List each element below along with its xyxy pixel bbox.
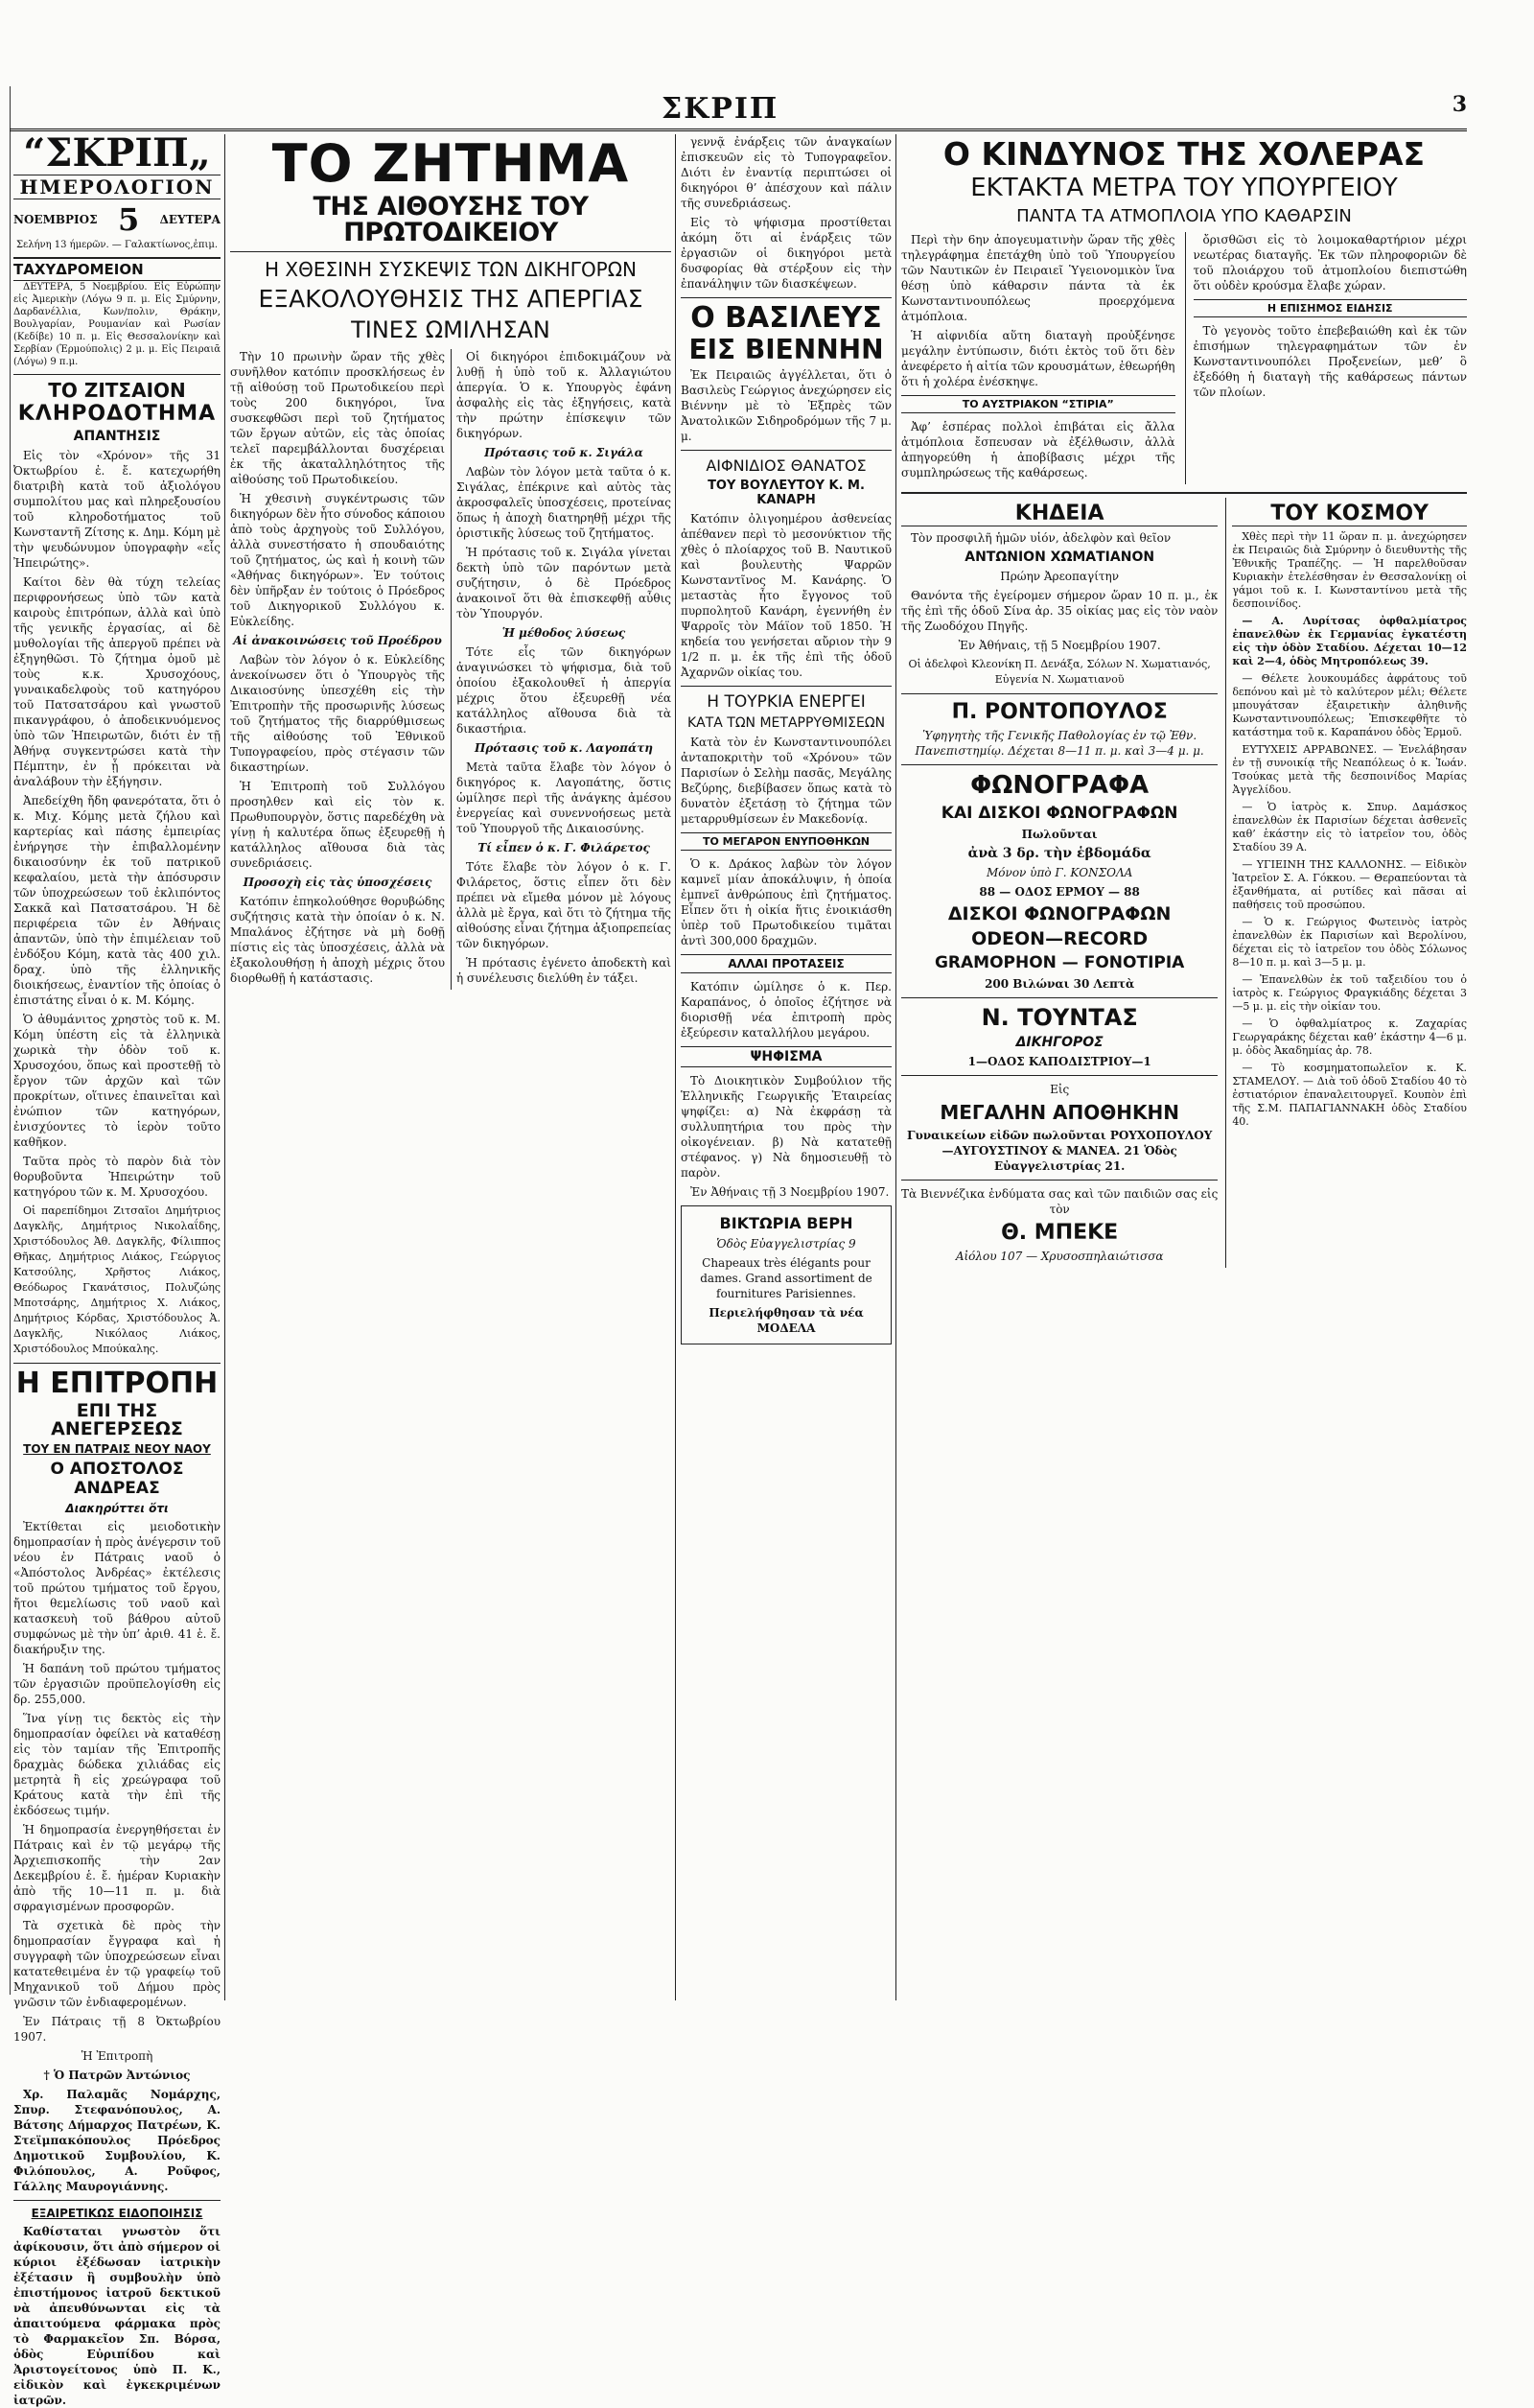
- society-item: — Θέλετε λουκουμάδες ἀφράτους τοῦ δεπόνου καὶ μὲ τὸ καλύτερον μέλι; Θέλετε μπουγάτσαν ἐξαιρετικὴν ἀληθινῆς Κωνσταντινουπόλεως; Ἐπισκεφθῆτε τὸ κατάστημα τοῦ κ. Καραπάνου ὁδὸς Ἑρμοῦ.: [1232, 672, 1467, 738]
- article-paragraph: Τὴν 10 πρωινὴν ὥραν τῆς χθὲς συνῆλθον κατόπιν προσκλήσεως ἐν τῇ αἰθούσῃ τοῦ Πρωτοδικείου περὶ τοὺς 200 δικηγόροι, ἵνα συσκεφθῶσι περὶ τοῦ ζητήματος τῶν ἔργων αὐτῶν, εἰς τὰς ὁποίας τελεῖ παρεμβάλλονται δυσχέρειαι ἐκ τῆς ἀκαταλληλότητος τῆς αἰθούσης τοῦ Πρωτοδικείου.: [230, 350, 445, 486]
- phonograph-title: ΦΩΝΟΓΡΑΦΑ: [970, 771, 1150, 800]
- phonograph-title-2: ΚΑΙ ΔΙΣΚΟΙ ΦΩΝΟΓΡΑΦΩΝ: [941, 804, 1178, 823]
- committee-title: Η ΕΠΙΤΡΟΠΗ: [15, 1367, 219, 1400]
- turkey-headline: Η ΤΟΥΡΚΙΑ ΕΝΕΡΓΕΙ: [707, 692, 866, 712]
- zitsaion-subtitle: ΑΠΑΝΤΗΣΙΣ: [73, 429, 161, 444]
- article-paragraph: Ἡ χθεσινὴ συγκέντρωσις τῶν δικηγόρων δὲν ἦτο σύνοδος κάποιου ἀπὸ τοὺς ἀρχηγοὺς τοῦ Συλλόγου, ἀλλὰ συνεστήσατο ἡ σπουδαιότης τοῦ ζητήματος, ὡς καὶ ἡ κοινὴ τῶν «Ἀθήνας δικηγόρων». Ἐν τούτοις δὲν ὑπῆρξαν ἐν τούτοις ὁ Πρόεδρος τοῦ Δικηγορικοῦ Συλλόγου κ. Εὐκλείδης.: [230, 492, 445, 628]
- article-paragraph: Κατόπιν ἐπηκολούθησε θορυβώδης συζήτησις κατὰ τὴν ὁποίαν ὁ κ. Ν. Μπαλάνος ἐζήτησε νὰ μὴ δοθῇ πίστις εἰς τὰς ὑποσχέσεις, ἀλλὰ νὰ ἐξακολουθήσῃ ἡ ἀποχὴ μέχρις ὅτου διορθωθῇ ἡ κατάστασις.: [230, 895, 445, 985]
- article-subhead: Πρότασις τοῦ κ. Λαγοπάτη: [475, 741, 653, 755]
- separator: [901, 997, 1218, 998]
- ad-address: Ὁδὸς Εὐαγγελιστρίας 9: [716, 1237, 856, 1251]
- hall-heading: ΤΟ ΜΕΓΑΡΟΝ ΕΝΥΠΟΘΗΚΩΝ: [681, 832, 892, 851]
- separator: [901, 764, 1218, 765]
- main-headline-2: ΤΗΣ ΑΙΘΟΥΣΗΣ ΤΟΥ ΠΡΩΤΟΔΙΚΕΙΟΥ: [313, 192, 589, 247]
- article-paragraph: Ἀπεδείχθη ἤδη φανερότατα, ὅτι ὁ κ. Μιχ. Κόμης μετὰ ζήλου καὶ καρτερίας καὶ πάσης ἐμπειρίας ἐνήργησε τὴν ἐπιβαλλομένην δικαιοσύνην ἐκ τοῦ πατρικοῦ κεφαλαίου, μετὰ τὴν ἀπόσυρσιν τῶν ὑποχρεώσεων τοῦ ἐκλιπόντος Σακκᾶ καὶ Πατσατσάρου. Ἡ δὲ περιφέρεια τῶν ἐν Ἀθήναις ἀπαντῶν, ὑπὸ τὴν ἐπιμέλειαν τοῦ ἐνδόξου Κόμη, κατὰ τὰς 400 χιλ. δραχ. ὑπὸ τῆς ἐλληνικῆς διοικήσεως, ἐναντίον τῆς ὁποίας ὁ ἐπιστάτης εἶναι ὁ κ. Μ. Κόμης.: [13, 794, 221, 1007]
- article-paragraph: Ἡ αἰφνιδία αὕτη διαταγὴ προὐξένησε μεγάλην ἐντύπωσιν, διότι ἐκτὸς τοῦ ὅτι δὲν ἀνεφέρετο ἡ αἰτία τῶν κρουσμάτων, ἐθεωρήθη ὅτι ἡ χολέρα ἐνέσκηψε.: [901, 329, 1175, 388]
- funeral-date: Ἐν Ἀθήναις, τῇ 5 Νοεμβρίου 1907.: [958, 639, 1161, 652]
- ads-area: [901, 492, 1467, 1268]
- cholera-col-right: [1185, 232, 1468, 484]
- article-paragraph: Ἡ Ἐπιτροπὴ τοῦ Συλλόγου προσηλθεν καὶ εἰς τὸν κ. Πρωθυπουργὸν, ὅστις παρεδέχθη νὰ γίνῃ ἡ καλυτέρα ὅπως ἐξευρεθῇ ἡ κατάλληλος αἴθουσα διὰ τὰς συνεδριάσεις.: [230, 780, 445, 870]
- society-item: — Ὁ κ. Γεώργιος Φωτεινὸς ἰατρὸς ἐπανελθὼν ἐκ Παρισίων καὶ Βερολίνου, δέχεται εἰς τὸ ἰατρεῖον του ὁδὸς Σόλωνος 8—10 π. μ. καὶ 3—5 μ. μ.: [1232, 916, 1467, 969]
- page-margin-rule: [10, 86, 11, 1995]
- cholera-subheadline-2: ΠΑΝΤΑ ΤΑ ΑΤΜΟΠΛΟΙΑ ΥΠΟ ΚΑΘΑΡΣΙΝ: [1016, 206, 1352, 226]
- king-headline: Ο ΒΑΣΙΛΕΥΣ: [690, 301, 882, 335]
- subheadline: Η ΧΘΕΣΙΝΗ ΣΥΣΚΕΨΙΣ ΤΩΝ ΔΙΚΗΓΟΡΩΝ: [265, 258, 637, 281]
- committee-signature-bishop: † Ὁ Πατρῶν Ἀντώνιος: [43, 2069, 191, 2082]
- disks-brands-2: GRAMOPHON — FONOTIPIA: [934, 953, 1185, 972]
- store-pre: Εἰς: [1050, 1083, 1070, 1096]
- article-subhead: Ἡ μέθοδος λύσεως: [501, 626, 626, 640]
- separator: [13, 374, 221, 375]
- society-item: — Τὸ κοσμηματοπωλεῖον κ. Κ. ΣΤΑΜΕΛΟΥ. — Διὰ τοῦ ὁδοῦ Σταδίου 40 τὸ ἐστιατόριον ἐπαναλειτουργεῖ. Κουπὸν ἐπὶ τῆς Σ.Μ. ΠΑΠΑΓΙΑΝΝΑΚΗ ὁδὸς Σταδίου 40.: [1232, 1062, 1467, 1128]
- cholera-headline: Ο ΚΙΝΔΥΝΟΣ ΤΗΣ ΧΟΛΕΡΑΣ: [942, 135, 1426, 173]
- lawyer-address: 1—ΟΔΟΣ ΚΑΠΟΔΙΣΤΡΙΟΥ—1: [967, 1055, 1151, 1068]
- official-heading: Η ΕΠΙΣΗΜΟΣ ΕΙΔΗΣΙΣ: [1194, 299, 1468, 317]
- almanac-title: “ΣΚΡΙΠ„: [23, 130, 211, 175]
- article-paragraph: Ἀφ’ ἑσπέρας πολλοὶ ἐπιβάται εἰς ἄλλα ἀτμόπλοια ἔσπευσαν νὰ ἐξέλθωσιν, ἀλλὰ ἀπηγορεύθη ἡ ἀποβίβασις μέχρι τῆς συμπληρώσεως τῆς καθάρσεως.: [901, 420, 1175, 479]
- article-paragraph: Μετὰ ταῦτα ἔλαβε τὸν λόγον ὁ δικηγόρος κ. Λαγοπάτης, ὅστις ὡμίλησε περὶ τῆς ἀνάγκης ἀμέσου ἐνεργείας καὶ συνεννοήσεως μετὰ τοῦ Ὑπουργοῦ τῆς Δικαιοσύνης.: [456, 760, 671, 835]
- doctor-text: Ὑφηγητὴς τῆς Γενικῆς Παθολογίας ἐν τῷ Ἐθν. Πανεπιστημίῳ. Δέχεται 8—11 π. μ. καὶ 3—4 μ. μ.: [915, 729, 1204, 758]
- almanac-subtitle: ΗΜΕΡΟΛΟΓΙΟΝ: [13, 175, 221, 199]
- column-3: [681, 134, 892, 2000]
- lawyer-name: Ν. ΤΟΥΝΤΑΣ: [981, 1004, 1138, 1031]
- zitsaion-title-2: ΚΛΗΡΟΔΟΤΗΜΑ: [17, 402, 217, 426]
- society-item: ΕΥΤΥΧΕΙΣ ΑΡΡΑΒΩΝΕΣ. — Ἐνελάβησαν ἐν τῇ συνοικίᾳ τῆς Νεαπόλεως ὁ κ. Ἰωάν. Τσούκας μετὰ τῆς δεσποινίδος Μαρίας Ἀγγελίδου.: [1232, 743, 1467, 796]
- subheadline-3: ΤΙΝΕΣ ΩΜΙΛΗΣΑΝ: [351, 316, 550, 343]
- separator: [681, 297, 892, 298]
- column-4: [901, 134, 1467, 2000]
- column-1: [13, 130, 221, 2407]
- shoes-name: Θ. ΜΠΕΚΕ: [1001, 1221, 1119, 1245]
- weekday: ΔΕΥΤΕΡΑ: [159, 213, 221, 226]
- article-paragraph: Ἐκτίθεται εἰς μειοδοτικὴν δημοπρασίαν ἡ πρὸς ἀνέγερσιν τοῦ νέου ἐν Πάτραις ναοῦ ὁ «Ἀπόστολος Ἀνδρέας» ἐκτέλεσις τοῦ πρώτου τμήματος τοῦ ἔργου, ἤτοι θεμελίωσις τοῦ ναοῦ καὶ κατασκευὴ τοῦ βάθρου αὐτοῦ συμφώνως μὲ τὴν ὑπ’ ἀριθ. 41 ἑ. ἔ. διακήρυξιν της.: [13, 1520, 221, 1656]
- doctor-name: Π. ΡΟΝΤΟΠΟΥΛΟΣ: [951, 700, 1168, 724]
- committee-sub-3: Διακηρύττει ὅτι: [65, 1502, 169, 1515]
- store-title: ΜΕΓΑΛΗΝ ΑΠΟΘΗΚΗΝ: [940, 1101, 1179, 1124]
- ads-col-left: [901, 498, 1218, 1268]
- article-paragraph: γεννᾷ ἐνάρξεις τῶν ἀναγκαίων ἐπισκευῶν εἰς τὸ Τυπογραφεῖον. Διότι ἐν ἐναντίᾳ περιπτώσει οἱ δικηγόροι θ’ ἀπέσχουν καὶ πάλιν τῆς συνεδριάσεως.: [681, 135, 892, 210]
- ad-text: Chapeaux très élégants pour dames. Grand assortiment de fournitures Parisiennes.: [700, 1256, 872, 1300]
- article-paragraph: Λαβὼν τὸν λόγον ὁ κ. Εὐκλείδης ἀνεκοίνωσεν ὅτι ὁ Ὑπουργὸς τῆς Δικαιοσύνης ὑπεσχέθη εἰς τὴν Ἐπιτροπὴν τῆς προσωρινῆς λύσεως τοῦ ζητήματος τῆς διαρρύθμισεως τῆς αἰθούσης τοῦ Ἐθνικοῦ Τυπογραφείου, πρὸς στέγασιν τῶν δικαστηρίων.: [230, 653, 445, 774]
- masthead: [29, 92, 1467, 130]
- article-subhead: Πρότασις τοῦ κ. Σιγάλα: [484, 446, 643, 459]
- separator: [901, 693, 1218, 694]
- article-paragraph: Λαβὼν τὸν λόγον μετὰ ταῦτα ὁ κ. Σιγάλας, ἐπέκρινε καὶ αὐτὸς τὰς ἀκροσφαλεῖς ὑποσχέσεις, προτείνας ὅπως ἡ ἀποχὴ διατηρηθῇ μέχρι τῆς ὁριστικῆς λύσεως τοῦ ζητήματος.: [456, 465, 671, 540]
- society-item: Χθὲς περὶ τὴν 11 ὥραν π. μ. ἀνεχώρησεν ἐκ Πειραιῶς διὰ Σμύρνην ὁ διευθυντὴς τῆς Ἐθνικῆς Τραπέζης. — Ἡ παρελθοῦσαν Κυριακὴν ἐτελέσθησαν ἐν Θεσσαλονίκῃ οἱ γάμοι τοῦ κ. Ι. Κωνσταντίνου μετὰ τῆς δεσποινίδος.: [1232, 530, 1467, 610]
- column-rule: [675, 134, 676, 2000]
- cholera-subheadline: ΕΚΤΑΚΤΑ ΜΕΤΡΑ ΤΟΥ ΥΠΟΥΡΓΕΙΟΥ: [970, 174, 1398, 202]
- separator: [681, 450, 892, 451]
- column-2: [230, 134, 671, 2000]
- column-rule: [895, 134, 896, 2000]
- postal-heading: ΤΑΧΥΔΡΟΜΕΙΟΝ: [13, 257, 221, 281]
- phonograph-address: 88 — ΟΔΟΣ ΕΡΜΟΥ — 88: [979, 885, 1140, 899]
- article-paragraph: Τὰ σχετικὰ δὲ πρὸς τὴν δημοπρασίαν ἔγγραφα καὶ ἡ συγγραφὴ τῶν ὑποχρεώσεων εἶναι κατατεθειμένα ἐν τῷ γραφείῳ τοῦ Μηχανικοῦ τοῦ Δήμου πρὸς γνῶσιν τῶν ἐνδιαφερομένων.: [13, 1919, 221, 2009]
- newspaper-name: ΣΚΡΙΠ: [662, 92, 779, 126]
- death-headline-2: ΤΟΥ ΒΟΥΛΕΥΤΟΥ Κ. Μ. ΚΑΝΑΡΗ: [708, 479, 865, 507]
- article-subhead: Προσοχὴ εἰς τὰς ὑποσχέσεις: [243, 876, 432, 889]
- article-paragraph: Τότε ἔλαβε τὸν λόγον ὁ κ. Γ. Φιλάρετος, ὅστις εἶπεν ὅτι δὲν πρέπει νὰ εἴμεθα μόνον μὲ λόγους ἀλλὰ μὲ ἔργα, καὶ ὅτι τὸ ζήτημα τῆς αἰθούσης εἶναι ζήτημα ἀξιοπρεπείας τῶν δικηγόρων.: [456, 860, 671, 950]
- committee-sub: ΤΟΥ ΕΝ ΠΑΤΡΑΙΣ ΝΕΟΥ ΝΑΟΥ: [23, 1442, 211, 1456]
- phonograph-price: ἀνὰ 3 δρ. τὴν ἑβδομάδα: [967, 846, 1151, 861]
- society-item: — Α. Λυρίτσας ὀφθαλμίατρος ἐπανελθὼν ἐκ Γερμανίας ἐγκατέστη εἰς τὴν ὁδὸν Σταδίου. Δέχεται 10—12 καὶ 2—4, ὁδὸς Μητροπόλεως 39.: [1232, 615, 1467, 667]
- society-item: — ΥΓΙΕΙΝΗ ΤΗΣ ΚΑΛΛΟΝΗΣ. — Εἰδικὸν Ἰατρεῖον Σ. Α. Γόκκου. — Θεραπεύονται τὰ ἐξανθήματα, αἱ ρυτίδες καὶ πᾶσαι αἱ παθήσεις τοῦ προσώπου.: [1232, 858, 1467, 911]
- month: ΝΟΕΜΒΡΙΟΣ: [13, 213, 98, 226]
- committee-members: Χρ. Παλαμᾶς Νομάρχης, Σπυρ. Στεφανόπουλος, Α. Βάτσης Δήμαρχος Πατρέων, Κ. Στεϊμπακόπουλος Πρόεδρος Δημοτικοῦ Συμβουλίου, Κ. Φιλόπουλος, Α. Ροῦφος, Γάλλης Μαυρογιάννης.: [13, 2088, 221, 2193]
- day-number: 5: [117, 201, 140, 238]
- funeral-name: ΑΝΤΩΝΙΟΝ ΧΩΜΑΤΙΑΝΟΝ: [965, 549, 1155, 565]
- milliner-ad: [681, 1205, 892, 1344]
- article-paragraph: Καίτοι δὲν θὰ τύχη τελείας περιφρονήσεως ὑπὸ τῶν κατὰ καιροὺς ἐπιτρόπων, ἀλλὰ καὶ ὑπὸ τῆς γενικῆς ἐργασίας, αἱ δὲ μυθολογίαι τῆς ἀπεργοῦ πρέπει νὰ ἐξηγηθῶσι. Τὸ ζήτημα ὁμοῦ μὲ τοὺς κ.κ. Χρυσοχόους, γυναικαδελφοὺς τοῦ κατηγόρου τοῦ Πατσατσάρου καὶ γνωστοῦ πικανγράφου, ὁ ἀποδεικνυόμενος ὑπὸ τῶν Ἠπειρωτῶν, διότι ἐν τῇ Ἀθήνᾳ συγκεντρώσει κατὰ τὴν Πέμπτην, ἐν ᾗ πρόκειται νὰ ἀναλάβουν τὴν ἐξήγησιν.: [13, 575, 221, 788]
- committee-sub-2: Ο ΑΠΟΣΤΟΛΟΣ ΑΝΔΡΕΑΣ: [50, 1460, 184, 1498]
- article-body: [230, 349, 671, 990]
- separator: [13, 2200, 221, 2201]
- disks-price: 200 Βιλώναι 30 Λεπτὰ: [985, 977, 1135, 991]
- moon-line: Σελήνη 13 ήμερῶν. — Γαλακτίωνος,ἐπιμ.: [15, 240, 219, 250]
- resolution-date: Ἐν Ἀθήναις τῇ 3 Νοεμβρίου 1907.: [690, 1185, 890, 1199]
- separator: [230, 251, 671, 252]
- store-text: Γυναικείων εἰδῶν πωλοῦνται ΡΟΥΧΟΠΟΥΛΟΥ—ΑΥΓΟΥΣΤΙΝΟΥ & ΜΑΝΕΑ. 21 Ὁδὸς Εὐαγγελιστρίας 21.: [906, 1129, 1213, 1173]
- article-paragraph: Ἵνα γίνῃ τις δεκτὸς εἰς τὴν δημοπρασίαν ὀφείλει νὰ καταθέσῃ εἰς τὸν ταμίαν τῆς Ἐπιτροπῆς δραχμὰς δώδεκα χιλιάδας εἰς μετρητὰ ἢ εἰς χρεώγραφα τοῦ Κράτους κατὰ τὴν ἐπὶ τῆς ἐκδόσεως τιμήν.: [13, 1712, 221, 1817]
- society-item: — Ὁ ἰατρὸς κ. Σπυρ. Δαμάσκος ἐπανελθὼν ἐκ Παρισίων δέχεται ἀσθενεῖς καθ’ ἑκάστην εἰς τὸ ἰατρεῖον του, ὁδὸς Σταδίου 39 Α.: [1232, 801, 1467, 853]
- date-line: [13, 201, 221, 238]
- notice-heading: ΕΞΑΙΡΕΤΙΚΩΣ ΕΙΔΟΠΟΙΗΣΙΣ: [31, 2207, 203, 2220]
- article-paragraph: Οἱ δικηγόροι ἐπιδοκιμάζουν νὰ λυθῇ ἡ ὑπὸ τοῦ κ. Ἀλλαγιώτου ἀπεργία. Ὁ κ. Υπουργὸς ἐφάνη ἀσφαλὴς εἰς τὰς ἐξηγήσεις, κατὰ τὴν πρώτην ἐπίσκεψιν τῶν δικηγόρων.: [456, 350, 671, 440]
- society-heading: ΤΟΥ ΚΟΣΜΟΥ: [1232, 502, 1467, 526]
- article-subhead: Αἱ ἀνακοινώσεις τοῦ Προέδρου: [233, 634, 442, 647]
- notice-text: Καθίσταται γνωστὸν ὅτι ἀφίκουσιν, ὅτι ἀπὸ σήμερον οἱ κύριοι ἐξέδωσαν ἰατρικὴν ἐξέτασιν ἢ συμβουλὴν ὑπὸ ἐπιστήμονος ἰατροῦ δεκτικοῦ νὰ ἀπευθύνωνται εἰς τὰ ἀπαιτούμενα φάρμακα πρὸς τὸ Φαρμακεῖον Σπ. Βόρσα, ὁδὸς Εὐριπίδου καὶ Ἀριστογείτονος ὑπὸ Π. Κ., εἰδικὸν καὶ ἐγκεκριμένων ἰατρῶν.: [13, 2225, 221, 2407]
- disks-title: ΔΙΣΚΟΙ ΦΩΝΟΓΡΑΦΩΝ: [947, 903, 1172, 924]
- phonograph-where: Μόνον ὑπὸ Γ. ΚΟΝΣΟΛΑ: [987, 866, 1133, 879]
- page-number: 3: [1452, 92, 1467, 117]
- society-item: — Ὁ ὀφθαλμίατρος κ. Ζαχαρίας Γεωργαράκης δέχεται καθ’ ἑκάστην 4—6 μ. μ. ὁδὸς Ἀκαδημίας ἀρ. 78.: [1232, 1017, 1467, 1057]
- article-paragraph: ὄρισθῶσι εἰς τὸ λοιμοκαθαρτήριον μέχρι νεωτέρας διαταγῆς. Ἐκ τῶν πληροφοριῶν δὲ τοῦ πλοιάρχου τοῦ ἀτμοπλοίου διεπιστώθη ὅτι οὐδὲν κρούσμα ἔλαβε χώραν.: [1193, 233, 1467, 292]
- committee-signature-head: Ἡ Ἐπιτροπὴ: [81, 2049, 153, 2063]
- main-headline: ΤΟ ΖΗΤΗΜΑ: [271, 133, 630, 194]
- article-subhead: Τί εἶπεν ὁ κ. Γ. Φιλάρετος: [477, 841, 650, 854]
- zitsaion-title: ΤΟ ΖΙΤΣΑΙΟΝ: [48, 379, 186, 402]
- masthead-rule: [10, 129, 1467, 131]
- postal-text: ΔΕΥΤΕΡΑ, 5 Νοεμβρίου. Εἰς Εὐρώπην εἰς Ἀμερικὴν (Λόγω 9 π. μ. Εἰς Σμύρνην, Δαρδανέλλια, Κων/πολιν, Θράκην, Βουλγαρίαν, Ρουμανίαν καὶ Ρωσίαν (Κεδίβε) 10 π. μ. Εἰς Θεσσαλονίκην καὶ Σερβίαν (Ἐρμούπολις) 2 μ. μ. Εἰς Πειραιᾶ (Λόγω) 9 π.μ.: [13, 282, 221, 367]
- signatures: Οἱ παρεπίδημοι Ζιτσαῖοι Δημήτριος Δαγκλῆς, Δημήτριος Νικολαΐδης, Χριστόδουλος Ἀθ. Δαγκλῆς, Φίλιππος Θῆκας, Δημήτριος Λιάκος, Γεώργιος Κατσούλης, Χρῆστος Λιάκος, Θεόδωρος Γκανάτσιος, Πολυζώης Μποτσάρης, Δημήτριος Χ. Λιάκος, Δημήτριος Κόρδας, Χριστόδουλος Ἀ. Δαγκλῆς, Νικόλαος Λιάκος, Χριστόδουλος Μπούκαλης.: [13, 1204, 221, 1355]
- funeral-text: Τὸν προσφιλῆ ἡμῶν υἱόν, ἀδελφὸν καὶ θεῖον: [911, 531, 1172, 545]
- death-headline: ΑΙΦΝΙΔΙΟΣ ΘΑΝΑΤΟΣ: [706, 456, 867, 475]
- cholera-body: [901, 232, 1467, 484]
- article-paragraph: Ἐκ Πειραιῶς ἀγγέλλεται, ὅτι ὁ Βασιλεὺς Γεώργιος ἀνεχώρησεν εἰς Βιέννην μὲ τὸ Ἐξπρὲς τῶν Ἀνατολικῶν Σιδηροδρόμων τῆς 7 μ. μ.: [681, 368, 892, 443]
- shoes-text: Τὰ Βιεννέζικα ἐνδύματα σας καὶ τῶν παιδιῶν σας εἰς τὸν: [901, 1187, 1219, 1216]
- article-paragraph: Ἡ δημοπρασία ἐνεργηθήσεται ἐν Πάτραις καὶ ἐν τῷ μεγάρῳ τῆς Ἀρχιεπισκοπῆς τὴν 2αν Δεκεμβρίου ἑ. ἔ. ἡμέραν Κυριακὴν ἀπὸ τῆς 10—11 π. μ. διὰ σφραγισμένων προσφορῶν.: [13, 1823, 221, 1913]
- funeral-role: Πρώην Ἀρεοπαγίτην: [1000, 570, 1120, 583]
- king-headline-2: ΕΙΣ ΒΙΕΝΝΗΝ: [688, 334, 884, 365]
- article-paragraph: Τότε εἷς τῶν δικηγόρων ἀναγινώσκει τὸ ψήφισμα, διὰ τοῦ ὁποίου ἐξακολουθεῖ ἡ ἀπεργία μέχρις ὅτου ἐξευρεθῇ νέα κατάλληλος αἴθουσα διὰ τὰ δικαστήρια.: [456, 645, 671, 736]
- article-paragraph: Ταῦτα πρὸς τὸ παρὸν διὰ τὸν θορυβοῦντα Ἠπειρώτην τοῦ κατηγόρου τῶν κ. Μ. Χρυσοχόου.: [13, 1155, 221, 1199]
- ad-footer: Περιελήφθησαν τὰ νέα ΜΟΔΕΛΑ: [709, 1306, 864, 1335]
- ads-col-right: [1225, 498, 1467, 1268]
- article-paragraph: Περὶ τὴν 6ην ἀπογευματινὴν ὥραν τῆς χθὲς τηλεγράφημα ἐπετάχθη ὑπὸ τοῦ Ὑπουργείου τῶν Ναυτικῶν ἐν Πειραιεῖ Ὑγειονομικὸν ἵνα θέσῃ ὑπὸ κάθαρσιν πάντα τὰ ἐκ Κωνσταντινουπόλεως προερχόμενα ἀτμόπλοια.: [901, 233, 1175, 323]
- funeral-heading: ΚΗΔΕΙΑ: [901, 502, 1218, 526]
- article-paragraph: Τὸ Διοικητικὸν Συμβούλιον τῆς Ἑλληνικῆς Γεωργικῆς Ἑταιρείας ψηφίζει: α) Νὰ ἐκφράσῃ τὰ συλλυπητήρια του πρὸς τὴν οἰκογένειαν. β) Νὰ κατατεθῇ στέφανος. γ) Νὰ δημοσιευθῇ τὸ παρὸν.: [681, 1074, 892, 1180]
- committee-title-2: ΕΠΙ ΤΗΣ ΑΝΕΓΕΡΣΕΩΣ: [51, 1400, 183, 1439]
- article-paragraph: Ὁ κ. Δράκος λαβὼν τὸν λόγον καμνεῖ μίαν ἀποκάλυψιν, ἡ ὁποία ἐμπνεῖ ἀνθρώπους ἐπὶ ζητήματος. Εἶπεν ὅτι ἡ οἰκία ἥτις ἐνοικιάσθη ὑπὲρ τοῦ Πρωτοδικείου τιμᾶται ἀντὶ 300,000 δραχμῶν.: [681, 857, 892, 947]
- stiria-heading: ΤΟ ΑΥΣΤΡΙΑΚΟΝ “ΣΤΙΡΙΑ”: [901, 395, 1175, 413]
- turkey-headline-2: ΚΑΤΑ ΤΩΝ ΜΕΤΑΡΡΥΘΜΙΣΕΩΝ: [686, 715, 886, 731]
- society-item: — Ἐπανελθὼν ἐκ τοῦ ταξειδίου του ὁ ἰατρὸς κ. Γεώργιος Φραγκιάδης δέχεται 3—5 μ. μ. εἰς τὴν οἰκίαν του.: [1232, 973, 1467, 1013]
- resolution-heading: ΨΗΦΙΣΜΑ: [681, 1046, 892, 1067]
- separator: [13, 1363, 221, 1364]
- separator: [901, 1075, 1218, 1076]
- committee-date: Ἐν Πάτραις τῇ 8 Ὀκτωβρίου 1907.: [13, 2015, 221, 2044]
- article-paragraph: Τὸ γεγονὸς τοῦτο ἐπεβεβαιώθη καὶ ἐκ τῶν ἐπισήμων τηλεγραφημάτων τῶν ἐν Κωνσταντινουπόλει Προξενείων, μεθ’ ὃ ἐξεδόθη ἡ διαταγὴ τῆς καθάρσεως πάντων τῶν πλοίων.: [1193, 324, 1467, 399]
- article-paragraph: Ἡ πρότασις τοῦ κ. Σιγάλα γίνεται δεκτὴ ὑπὸ τῶν παρόντων μετὰ συζήτησιν, ὁ δὲ Πρόεδρος ἀνακοινοῖ ὅτι θὰ ἐπισκεφθῇ αὖθις τὸν Ὑπουργόν.: [456, 546, 671, 620]
- article-paragraph: Ὁ ἀθυμάνιτος χρηστὸς τοῦ κ. Μ. Κόμη ὑπέστη εἰς τὰ ἑλληνικὰ χωρικὰ τὴν ὁδὸν τοῦ κ. Χρυσοχόου, ὅπως καὶ προστεθῇ τὸ ἔργον τῶν ἀρχῶν καὶ τῶν προκρίτων, οἵτινες ἐπαινεῖται καὶ ἐνώπιον τῶν κατηγόρων, ἐνισχύοντες τὸ ἱερὸν τοῦτο καθῆκον.: [13, 1013, 221, 1149]
- article-paragraph: Ἡ δαπάνη τοῦ πρώτου τμήματος τῶν ἐργασιῶν προϋπελογίσθη εἰς δρ. 255,000.: [13, 1662, 221, 1706]
- separator: [681, 686, 892, 687]
- article-paragraph: Εἰς τὸν «Χρόνον» τῆς 31 Ὀκτωβρίου ἐ. ἔ. κατεχωρήθη διατριβὴ κατὰ τοῦ ἀξιολόγου συμπολίτου μας καὶ πληρεξουσίου τοῦ κληροδοτήματος τοῦ Κωνσταντῆ Ζίτσης κ. Δημ. Κόμη μὲ τὴν ψευδώνυμον ὑπογραφὴν «εἷς Ἠπειρώτης».: [13, 449, 221, 570]
- article-paragraph: Κατόπιν ὡμίλησε ὁ κ. Περ. Καραπάνος, ὁ ὁποῖος ἐζήτησε νὰ διορισθῇ νέα ἐπιτροπὴ πρὸς ἐξεύρεσιν καταλλήλου μεγάρου.: [681, 980, 892, 1040]
- separator: [901, 1180, 1218, 1181]
- article-paragraph: Κατὰ τὸν ἐν Κωνσταντινουπόλει ἀνταποκριτὴν τοῦ «Χρόνου» τῶν Παρισίων ὁ Σελὴμ πασᾶς, Μεγάλης Βεζύρης, διεβίβασεν ὅπως κατὰ τὸ δυνατὸν ἐξετάσῃ τὸ ζήτημα τῶν μεταρρυθμίσεων ἐν Μακεδονίᾳ.: [681, 736, 892, 826]
- funeral-text-2: Θανόντα τῆς ἐγείρομεν σήμερον ὥραν 10 π. μ., ἐκ τῆς ἐπὶ τῆς ὁδοῦ Σίνα ἀρ. 35 οἰκίας μας εἰς τὸν ναὸν τῆς Ζωοδόχου Πηγῆς.: [901, 589, 1219, 633]
- cholera-col-left: [901, 232, 1175, 484]
- article-paragraph: Εἰς τὸ ψήφισμα προστίθεται ἀκόμη ὅτι αἱ ἐνάρξεις τῶν ἐργασιῶν οἱ δικηγόροι μετὰ δυσφορίας θὰ στέρξουν εἰς τὴν ἐπανάληψιν τῶν διασκέψεων.: [681, 216, 892, 291]
- disks-brands: ODEON—RECORD: [971, 928, 1149, 949]
- lawyer-role: ΔΙΚΗΓΟΡΟΣ: [1015, 1035, 1104, 1050]
- ad-name: ΒΙΚΤΩΡΙΑ ΒΕΡΗ: [719, 1214, 853, 1232]
- subheadline-2: ΕΞΑΚΟΛΟΥΘΗΣΙΣ ΤΗΣ ΑΠΕΡΓΙΑΣ: [258, 285, 643, 313]
- shoes-address: Αἰόλου 107 — Χρυσοσπηλαιώτισσα: [955, 1250, 1164, 1263]
- proposals-heading: ΑΛΛΑΙ ΠΡΟΤΑΣΕΙΣ: [681, 954, 892, 973]
- phonograph-sub: Πωλοῦνται: [1021, 828, 1098, 841]
- article-paragraph: Κατόπιν ὀλιγοημέρου ἀσθενείας ἀπέθανεν περὶ τὸ μεσονύκτιον τῆς χθὲς ὁ πλοίαρχος τοῦ Β. Ναυτικοῦ καὶ βουλευτὴς Ψαρρῶν Κωνσταντῖνος Μ. Κανάρης. Ὁ μεταστὰς ἦτο ἔγγονος τοῦ πυρπολητοῦ Κανάρη, ἐγεννήθη ἐν Ψαρροῖς τὸν Μάϊον τοῦ 1850. Ἡ κηδεία του γενήσεται αὔριον τὴν 9 1/2 π. μ. ἐκ τῆς ἐπὶ τῆς ὁδοῦ Ἀχαρνῶν οἰκίας του.: [681, 512, 892, 679]
- article-paragraph: Ἡ πρότασις ἐγένετο ἀποδεκτὴ καὶ ἡ συνέλευσις διελύθη ἐν τάξει.: [456, 956, 671, 985]
- column-rule: [224, 134, 225, 2000]
- funeral-signature: Οἱ ἀδελφοὶ Κλεονίκη Π. Δενάξα, Σόλων Ν. Χωματιανός, Εὐγενία Ν. Χωματιανοῦ: [908, 658, 1211, 686]
